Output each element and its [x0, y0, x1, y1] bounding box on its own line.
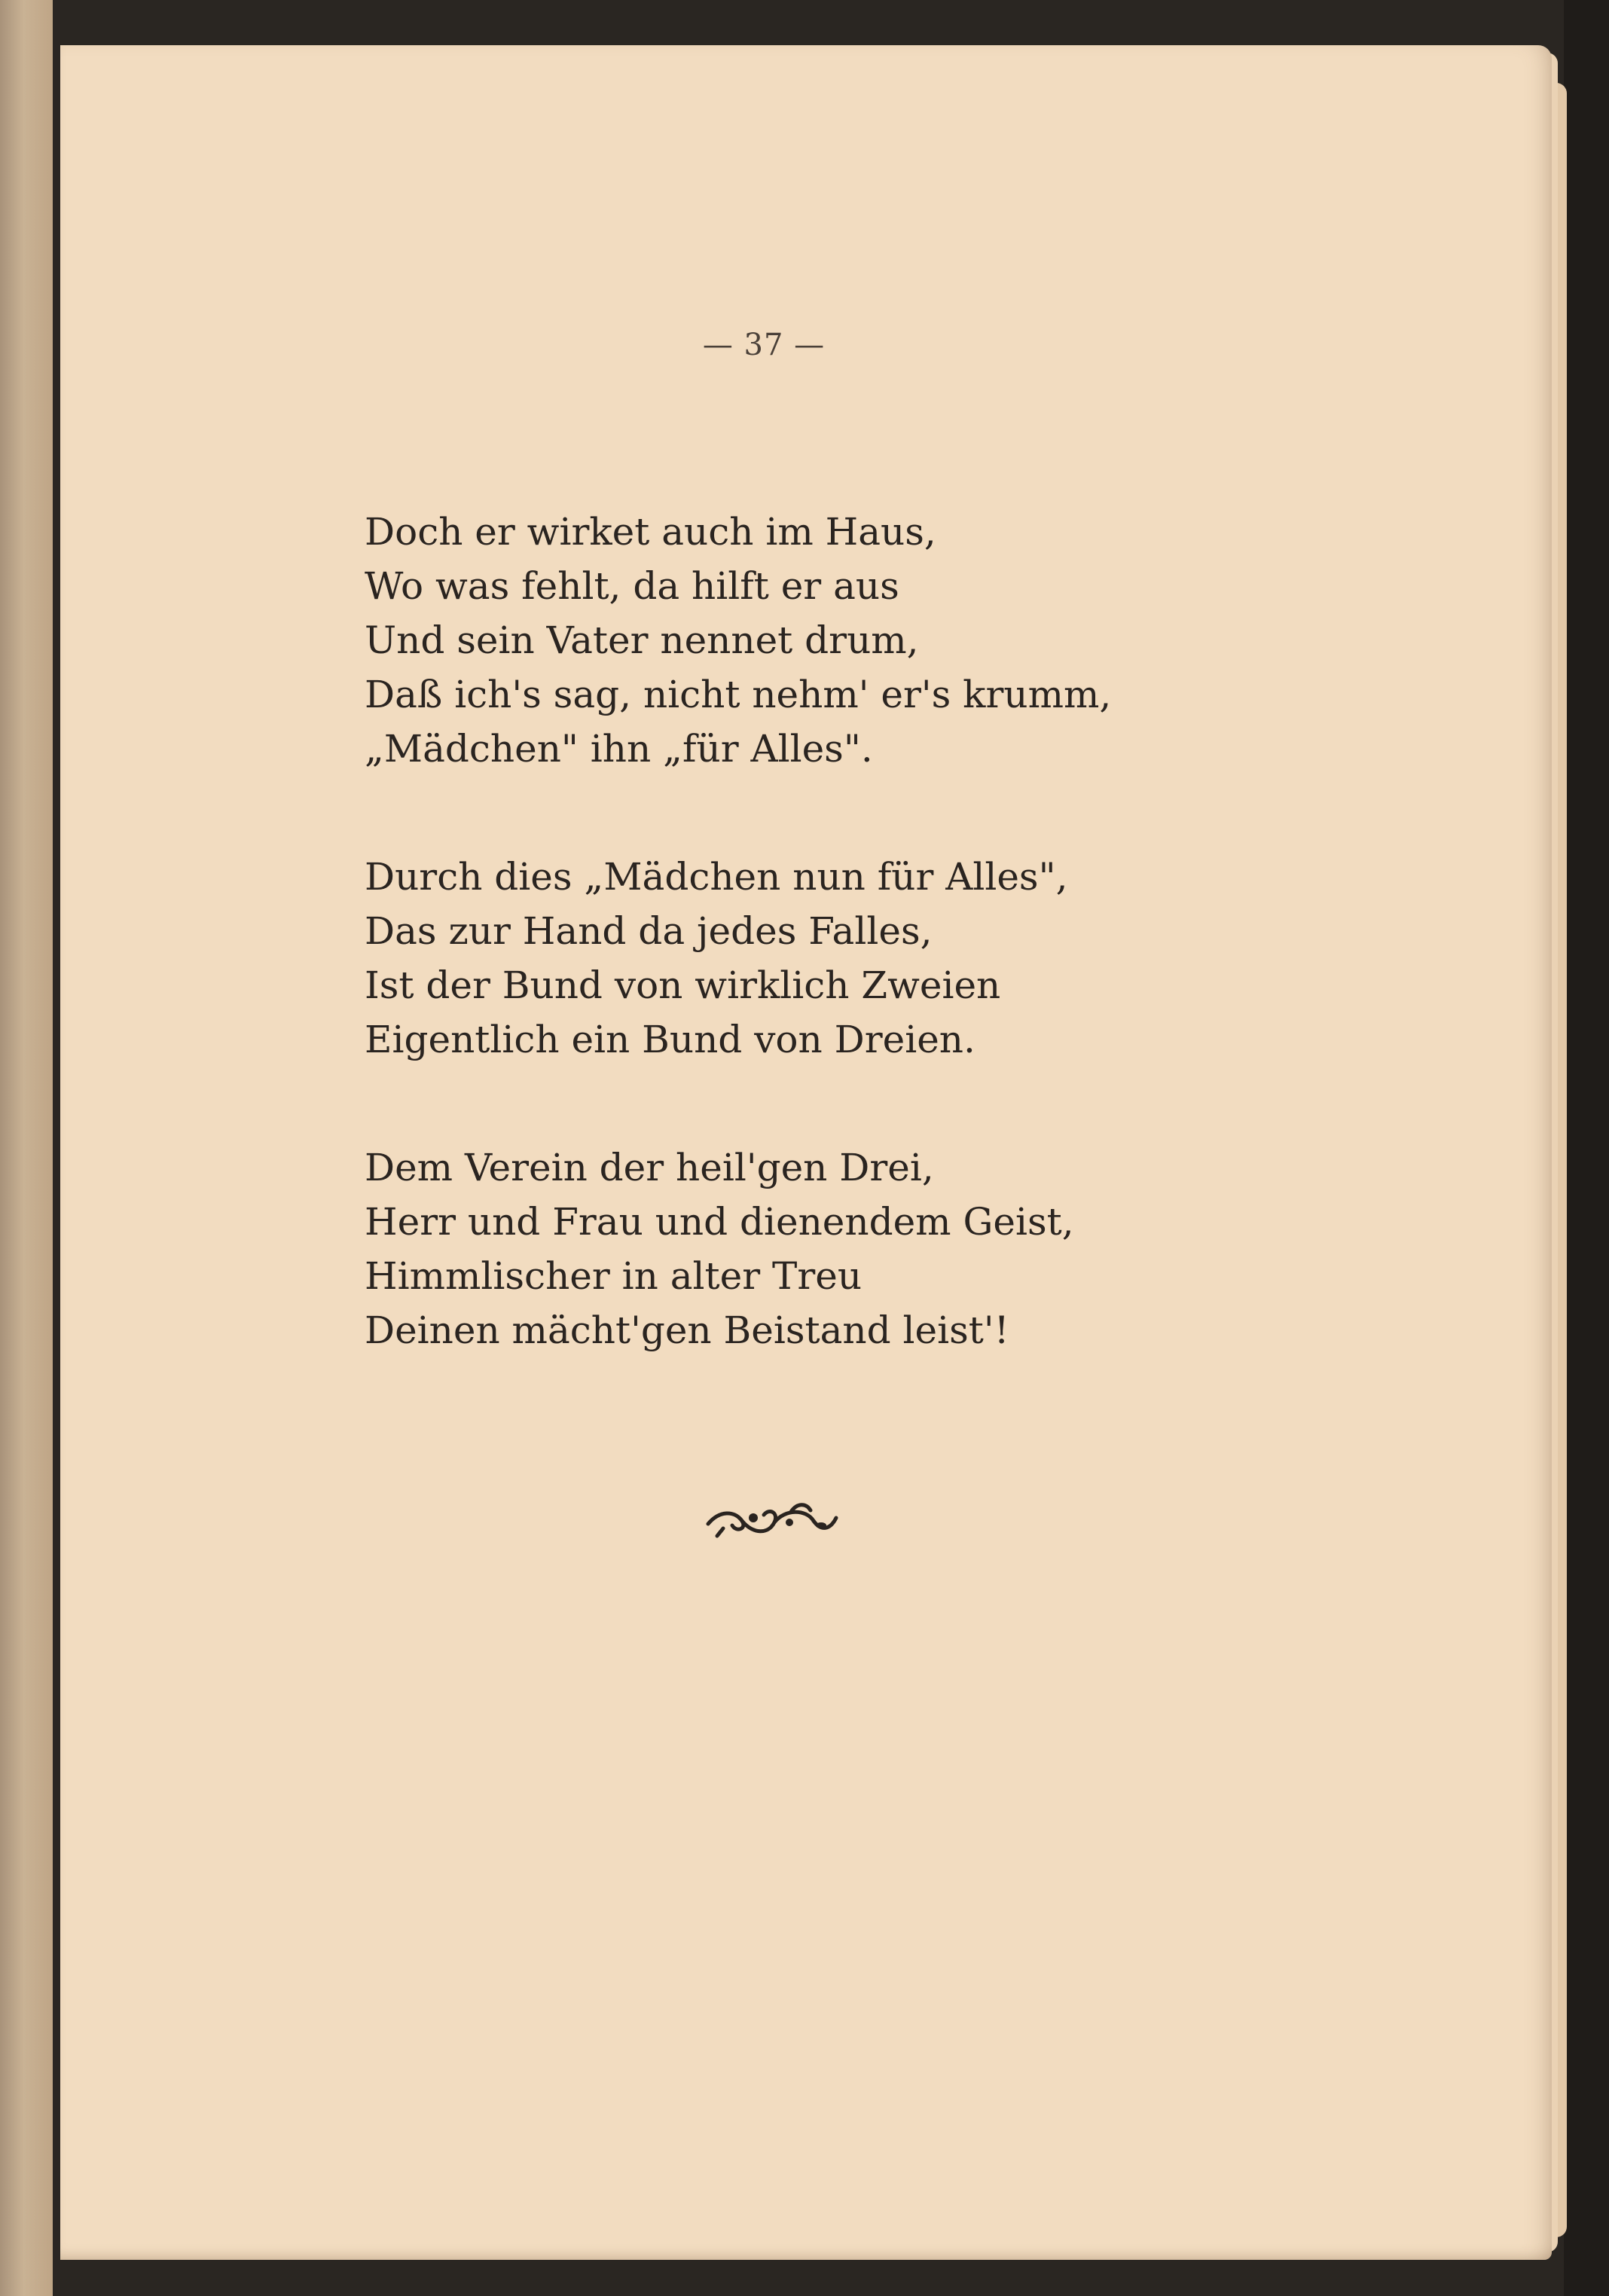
poem-line: Doch er wirket auch im Haus,	[365, 510, 936, 554]
poem-line: Durch dies „Mädchen nun für Alles",	[365, 855, 1068, 899]
stanza-1	[365, 505, 1111, 776]
scan-background	[1564, 0, 1609, 2296]
poem-line: Eigentlich ein Bund von Dreien.	[365, 1018, 975, 1061]
poem	[365, 505, 1111, 1357]
stanza-2	[365, 850, 1111, 1067]
poem-line: Dem Verein der heil'gen Drei,	[365, 1146, 934, 1189]
poem-line: Himmlischer in alter Treu	[365, 1254, 863, 1298]
floral-vignette-icon	[701, 1495, 844, 1540]
page-number: — 37 —	[702, 328, 826, 362]
poem-line: Und sein Vater nennet drum,	[365, 618, 919, 662]
poem-line: Daß ich's sag, nicht nehm' er's krumm,	[365, 673, 1112, 716]
book-page	[60, 45, 1552, 2260]
stanza-3	[365, 1140, 1111, 1357]
poem-line: Ist der Bund von wirklich Zweien	[365, 963, 1001, 1007]
poem-line: Deinen mächt'gen Beistand leist'!	[365, 1308, 1009, 1352]
poem-line: Das zur Hand da jedes Falles,	[365, 909, 933, 953]
poem-line: „Mädchen" ihn „für Alles".	[365, 727, 873, 771]
poem-line: Herr und Frau und dienendem Geist,	[365, 1200, 1074, 1244]
poem-line: Wo was fehlt, da hilft er aus	[365, 564, 899, 608]
